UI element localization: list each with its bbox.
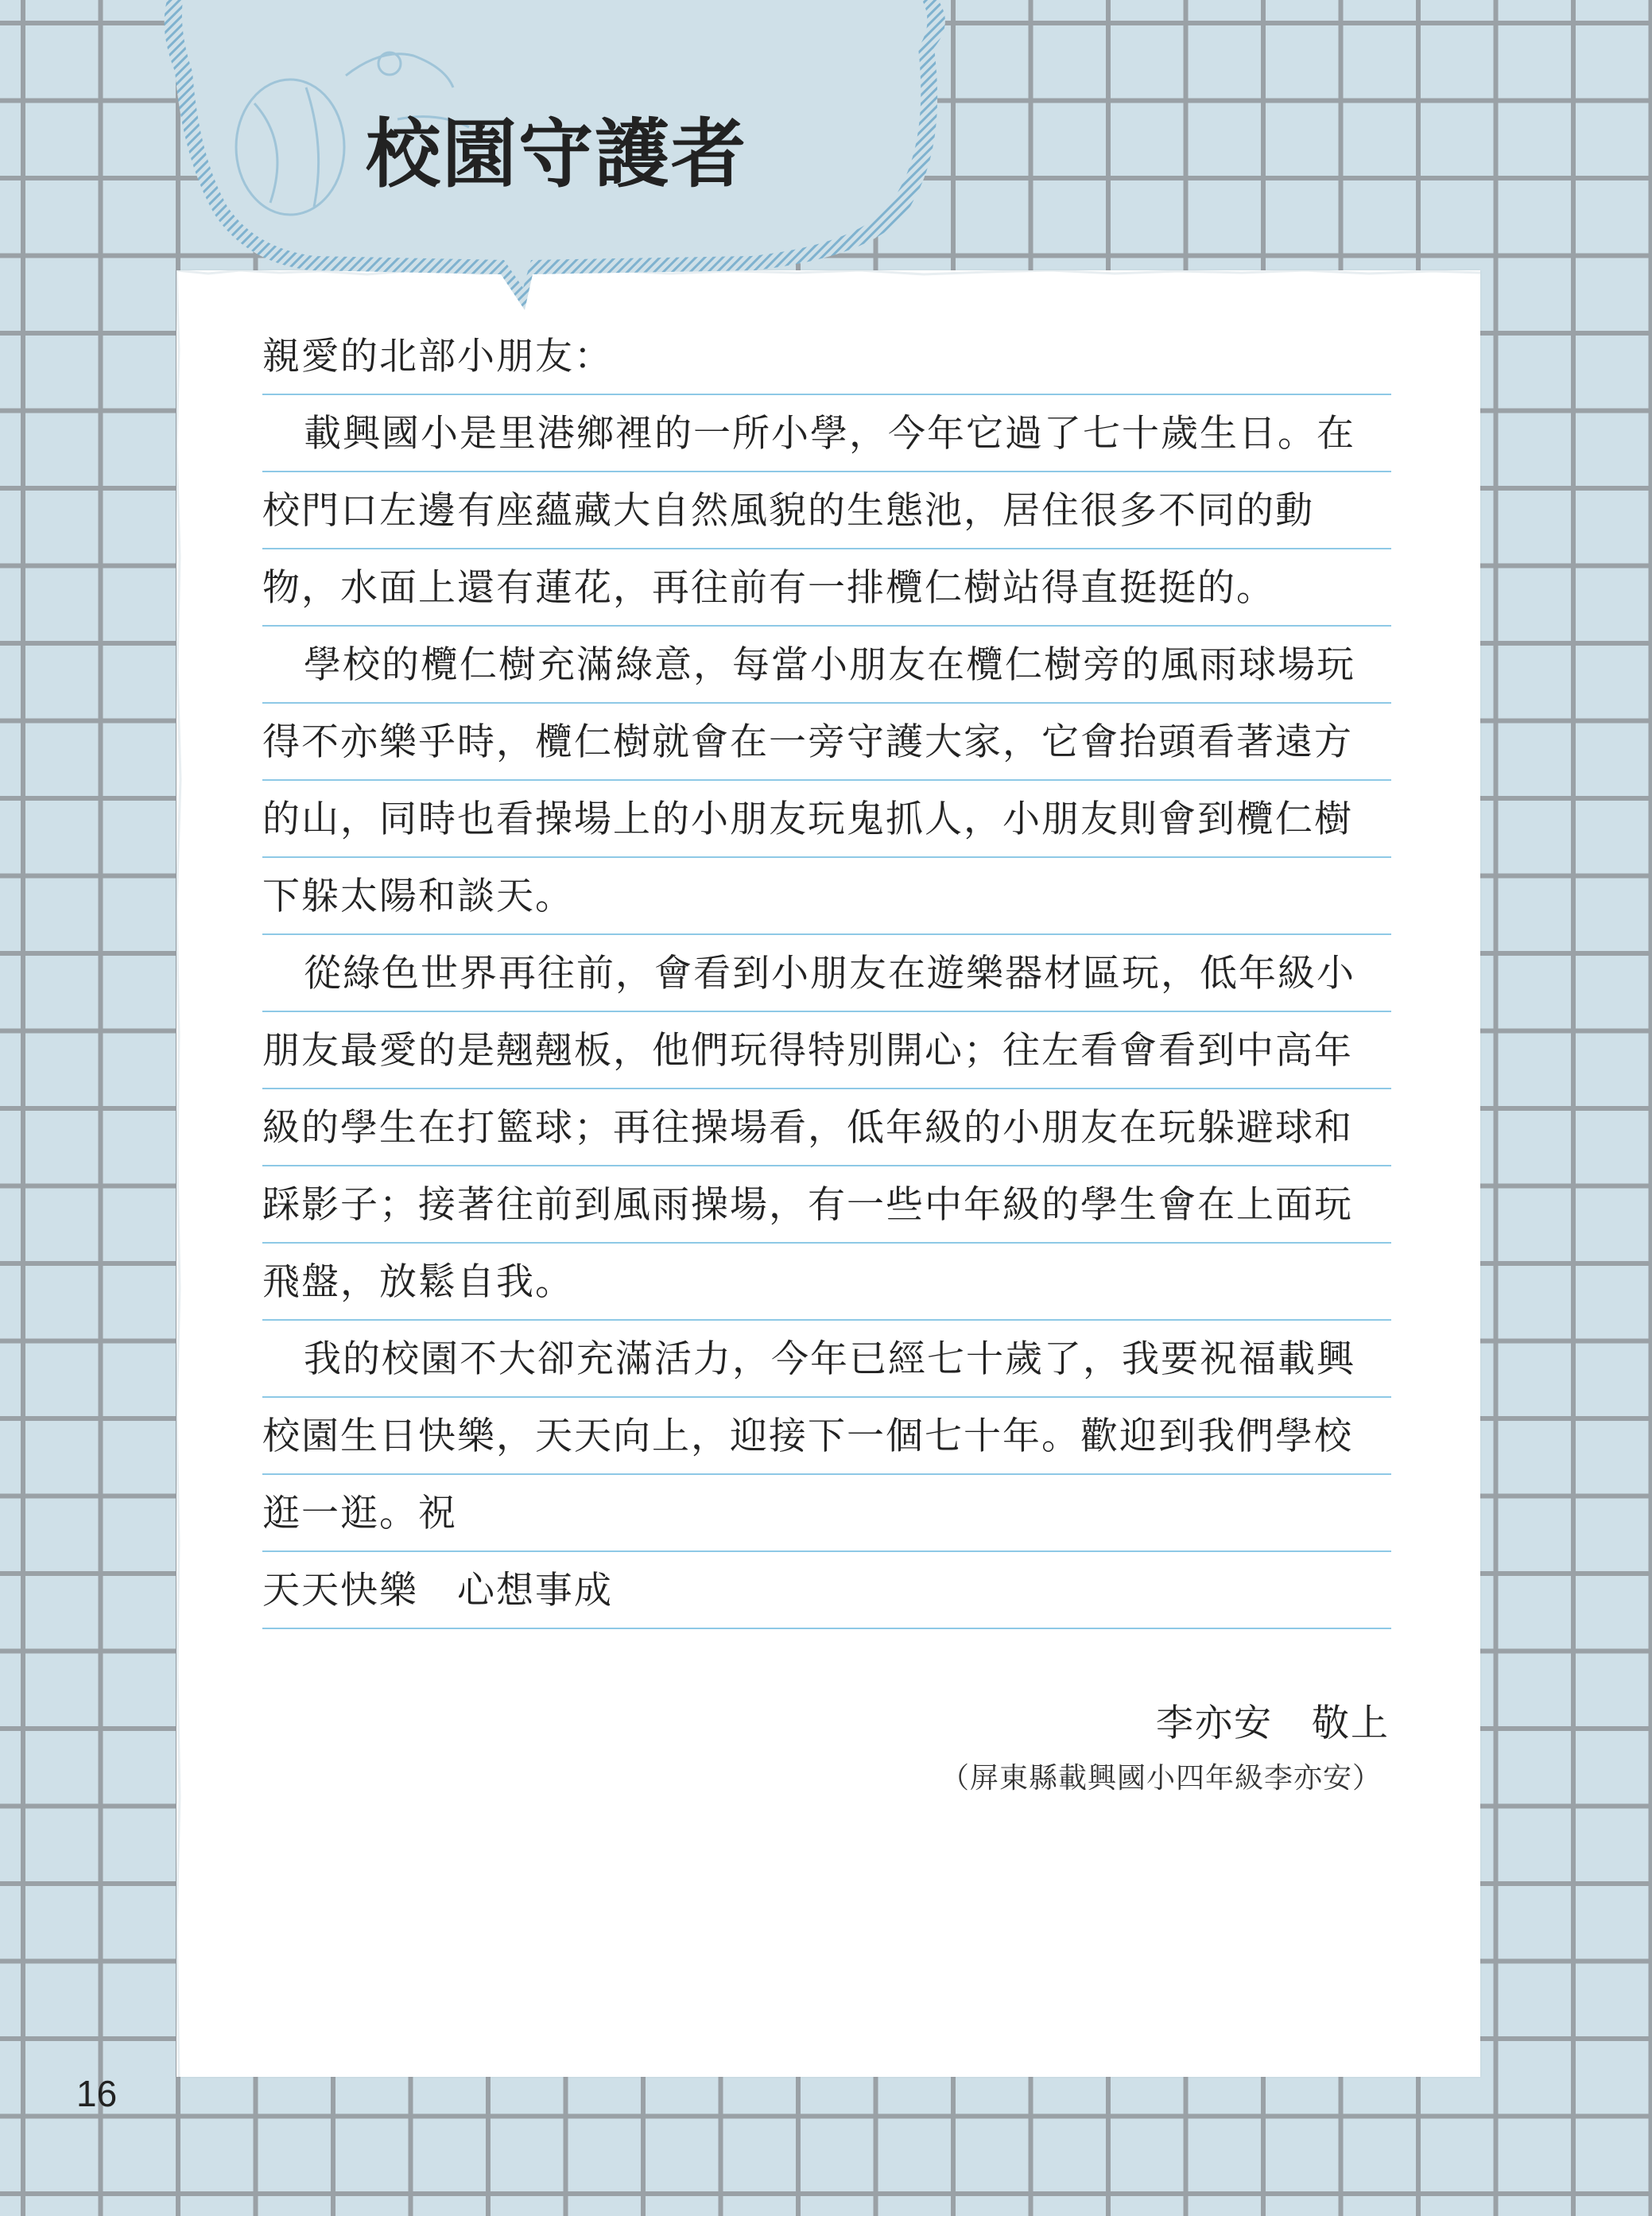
letter-line: 學校的欖仁樹充滿綠意，每當小朋友在欖仁樹旁的風雨球場玩	[262, 627, 1391, 704]
closing-line: 天天快樂 心想事成	[262, 1552, 1391, 1629]
letter-line: 下躲太陽和談天。	[262, 858, 1391, 935]
author-note: （屏東縣載興國小四年級李亦安）	[940, 1762, 1382, 1795]
page-number: 16	[76, 2073, 118, 2114]
letter-line: 飛盤，放鬆自我。	[262, 1244, 1391, 1321]
letter-line: 載興國小是里港鄉裡的一所小學，今年它過了七十歲生日。在	[262, 395, 1391, 472]
letter-body	[262, 318, 1391, 1629]
signature: 李亦安 敬上	[1156, 1702, 1390, 1745]
letter-line: 我的校園不大卻充滿活力，今年已經七十歲了，我要祝福載興	[262, 1321, 1391, 1398]
page-title: 校園守護者	[366, 111, 748, 198]
letter-line: 從綠色世界再往前，會看到小朋友在遊樂器材區玩，低年級小	[262, 935, 1391, 1012]
letter-line: 得不亦樂乎時，欖仁樹就會在一旁守護大家，它會抬頭看著遠方	[262, 704, 1391, 781]
letter-line: 逛一逛。祝	[262, 1475, 1391, 1552]
letter-line: 的山，同時也看操場上的小朋友玩鬼抓人，小朋友則會到欖仁樹	[262, 781, 1391, 858]
letter-line: 校園生日快樂，天天向上，迎接下一個七十年。歡迎到我們學校	[262, 1398, 1391, 1475]
letter-line: 級的學生在打籃球；再往操場看，低年級的小朋友在玩躲避球和	[262, 1089, 1391, 1166]
letter-line: 校門口左邊有座蘊藏大自然風貌的生態池，居住很多不同的動	[262, 472, 1391, 549]
greeting-line: 親愛的北部小朋友：	[262, 318, 1391, 395]
letter-line: 踩影子；接著往前到風雨操場，有一些中年級的學生會在上面玩	[262, 1166, 1391, 1244]
letter-line: 朋友最愛的是翹翹板，他們玩得特別開心；往左看會看到中高年	[262, 1012, 1391, 1089]
letter-line: 物，水面上還有蓮花，再往前有一排欖仁樹站得直挺挺的。	[262, 549, 1391, 627]
